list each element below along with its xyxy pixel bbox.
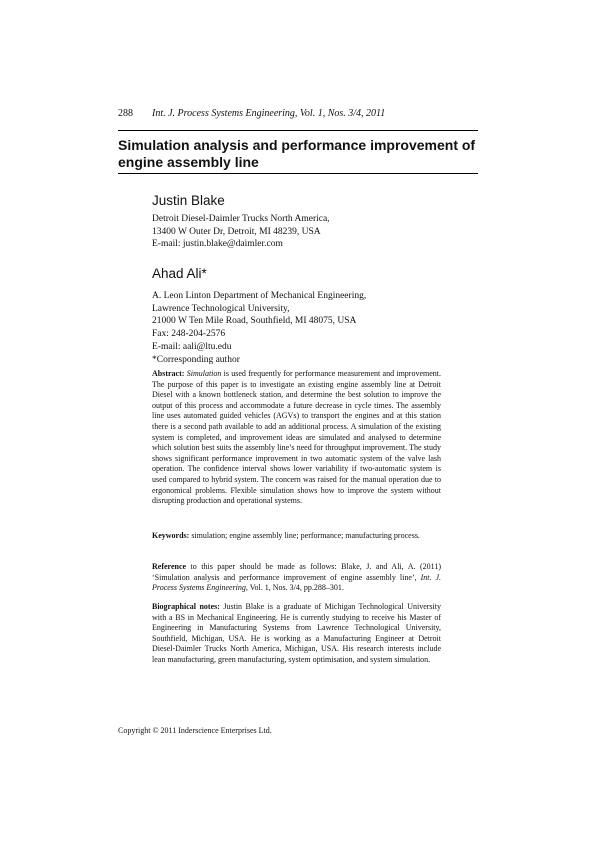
journal-citation: Int. J. Process Systems Engineering, Vol. 1, Nos. 3/4, 2011 [152,108,386,119]
affiliation-line: 13400 W Outer Dr, Detroit, MI 48239, USA [152,226,321,237]
abstract [152,369,441,507]
bio-label: Biographical notes: [152,602,220,611]
bio-text: Justin Blake is a graduate of Michigan Technological University with a BS in Mechanical Engineering. He is currently studying to receive his Master of Engineering in Manufacturing Systems from Lawrence Technological University, Southfield, Michigan, USA. He is working as a Manufacturing Engineer at Detroit Diesel-Daimler Trucks North America, Michigan, USA. His research interests include lean manufacturing, green manufacturing, system optimisation, and system simulation. [152,602,441,664]
abstract-first-word: Simulation [186,369,222,378]
page-number: 288 [118,108,133,119]
affiliation-line: 21000 W Ten Mile Road, Southfield, MI 48075, USA [152,316,357,327]
running-head [118,108,478,119]
title-top-rule [118,130,478,131]
copyright-notice: Copyright © 2011 Inderscience Enterprises Ltd. [118,726,272,735]
keywords-label: Keywords: [152,531,190,540]
abstract-label: Abstract: [152,369,185,378]
author-affiliation-2 [152,290,482,366]
biographical-notes [152,602,441,666]
reference-text: to this paper should be made as follows: Blake, J. and Ali, A. (2011) ‘Simulation analysis and performance improvement of engine assembly line’, [152,562,441,582]
reference-journal: Int. J. Process Systems Engineering [152,572,441,593]
corresponding-author-note: *Corresponding author [152,354,240,365]
affiliation-line: Lawrence Technological University, [152,303,290,314]
affiliation-line: Detroit Diesel-Daimler Trucks North America, [152,214,330,224]
abstract-text: is used frequently for performance measurement and improvement. The purpose of this paper is to investigate an existing engine assembly line at Detroit Diesel with a known bottleneck station, and determine the best solution to improve the output of this process and accommodate a future decrease in cycle times. The assembly line uses automated guided vehicles (AGVs) to transport the engines and at this station there is a second path available to add an additional process. A simulation of the existing system is completed, and improvement ideas are simulated and analysed to determine which solution best suits the assembly line’s need for throughput improvement. The study shows significant performance improvement in two automatic system of the valve lash operation. The confidence interval shows lower variability if two-automatic system is used compared to hybrid system. The concern was raised for the manual operation due to ergonomical problems. Flexible simulation shows how to improve the system without disrupting production and operational systems. [152,369,442,506]
author-affiliation-1 [152,213,482,251]
keywords-text: simulation; engine assembly line; performance; manufacturing process. [189,531,420,540]
author-name-2: Ahad Ali* [152,266,207,281]
title-bottom-rule [118,173,478,174]
affiliation-email: E-mail: justin.blake@daimler.com [152,239,283,250]
affiliation-fax: Fax: 248-204-2576 [152,329,226,340]
reference-label: Reference [152,562,187,571]
affiliation-line: A. Leon Linton Department of Mechanical Engineering, [152,291,367,301]
paper-title: Simulation analysis and performance improvement of engine assembly line [118,137,476,170]
affiliation-email: E-mail: aali@ltu.edu [152,341,232,352]
reference-details: , Vol. 1, Nos. 3/4, pp.288–301. [245,583,344,593]
keywords [152,531,441,542]
citation-reference [152,562,441,594]
author-name-1: Justin Blake [152,193,225,208]
